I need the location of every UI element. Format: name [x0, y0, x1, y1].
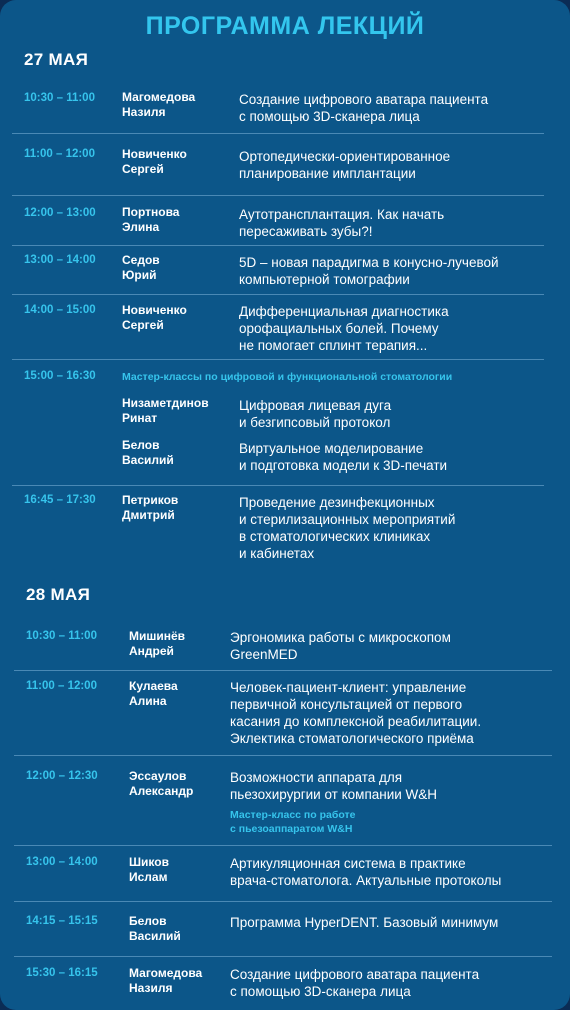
speaker-name: Кулаева Алина	[129, 679, 178, 708]
lecture-topic: Эргономика работы с микроскопом GreenMED	[230, 630, 451, 662]
row-divider	[12, 294, 544, 295]
lecture-topic: Аутотрансплантация. Как начать пересаживать зубы?!	[239, 207, 445, 239]
lecture-topic: 5D – новая парадигма в конусно-лучевой компьютерной томографии	[239, 255, 499, 287]
time-slot: 10:30 – 11:00	[24, 92, 95, 104]
section-heading: Мастер-классы по цифровой и функциональной стоматологии	[122, 371, 453, 383]
row-divider	[14, 755, 552, 756]
row-divider	[12, 359, 544, 360]
time-slot: 11:00 – 12:00	[24, 148, 95, 160]
page-title: ПРОГРАММА ЛЕКЦИЙ	[145, 12, 425, 40]
lecture-topic: Ортопедически-ориентированное планирование имплантации	[239, 149, 451, 181]
speaker-name: Магомедова Назиля	[122, 90, 196, 119]
speaker-name: Белов Василий	[129, 914, 181, 943]
speaker-name: Мишинёв Андрей	[129, 629, 186, 658]
master-class-note: Мастер-класс по работе с пьезоаппаратом W&H	[230, 809, 356, 835]
speaker-name: Портнова Элина	[122, 205, 180, 234]
time-slot: 13:00 – 14:00	[26, 856, 98, 868]
row-divider	[12, 195, 544, 196]
speaker-name: Седов Юрий	[122, 253, 160, 282]
time-slot: 14:00 – 15:00	[24, 304, 96, 316]
time-slot: 13:00 – 14:00	[24, 254, 96, 266]
row-divider	[14, 845, 552, 846]
speaker-name: Шиков Ислам	[129, 855, 169, 884]
time-slot: 15:00 – 16:30	[24, 370, 96, 382]
row-divider	[12, 485, 544, 486]
time-slot: 15:30 – 16:15	[26, 967, 98, 979]
time-slot: 12:00 – 12:30	[26, 770, 98, 782]
speaker-name: Эссаулов Александр	[129, 769, 194, 798]
lecture-topic: Проведение дезинфекционных и стерилизационных мероприятий в стоматологических клиниках и кабинетах	[239, 495, 456, 561]
lecture-topic: Создание цифрового аватара пациента с помощью 3D-сканера лица	[239, 92, 489, 124]
row-divider	[14, 670, 552, 671]
speaker-name: Белов Василий	[122, 438, 174, 467]
speaker-name: Магомедова Назиля	[129, 966, 203, 995]
time-slot: 14:15 – 15:15	[26, 915, 98, 927]
time-slot: 11:00 – 12:00	[26, 680, 97, 692]
lecture-topic: Виртуальное моделирование и подготовка модели к 3D-печати	[239, 441, 448, 473]
lecture-topic: Программа HyperDENT. Базовый минимум	[230, 915, 499, 930]
lecture-topic: Дифференциальная диагностика орофациальных болей. Почему не помогает сплинт терапия...	[239, 304, 449, 353]
day-heading: 28 МАЯ	[26, 585, 91, 604]
speaker-name: Низаметдинов Ринат	[122, 396, 209, 425]
row-divider	[12, 245, 544, 246]
time-slot: 16:45 – 17:30	[24, 494, 96, 506]
speaker-name: Новиченко Сергей	[122, 147, 187, 176]
time-slot: 10:30 – 11:00	[26, 630, 97, 642]
lecture-topic: Создание цифрового аватара пациента с помощью 3D-сканера лица	[230, 967, 480, 999]
time-slot: 12:00 – 13:00	[24, 207, 96, 219]
row-divider	[14, 901, 552, 902]
lecture-topic: Артикуляционная система в практике врача-стоматолога. Актуальные протоколы	[230, 856, 502, 888]
lecture-topic: Цифровая лицевая дуга и безгипсовый протокол	[239, 398, 392, 430]
lecture-topic: Человек-пациент-клиент: управление первичной консультацией от первого касания до комплексной реабилитации. Эклектика стоматологического приёма	[230, 680, 482, 746]
row-divider	[12, 133, 544, 134]
lecture-topic: Возможности аппарата для пьезохирургии от компании W&H	[230, 770, 438, 802]
speaker-name: Новиченко Сергей	[122, 303, 187, 332]
speaker-name: Петриков Дмитрий	[122, 493, 179, 522]
day-heading: 27 МАЯ	[24, 50, 89, 69]
row-divider	[14, 956, 552, 957]
